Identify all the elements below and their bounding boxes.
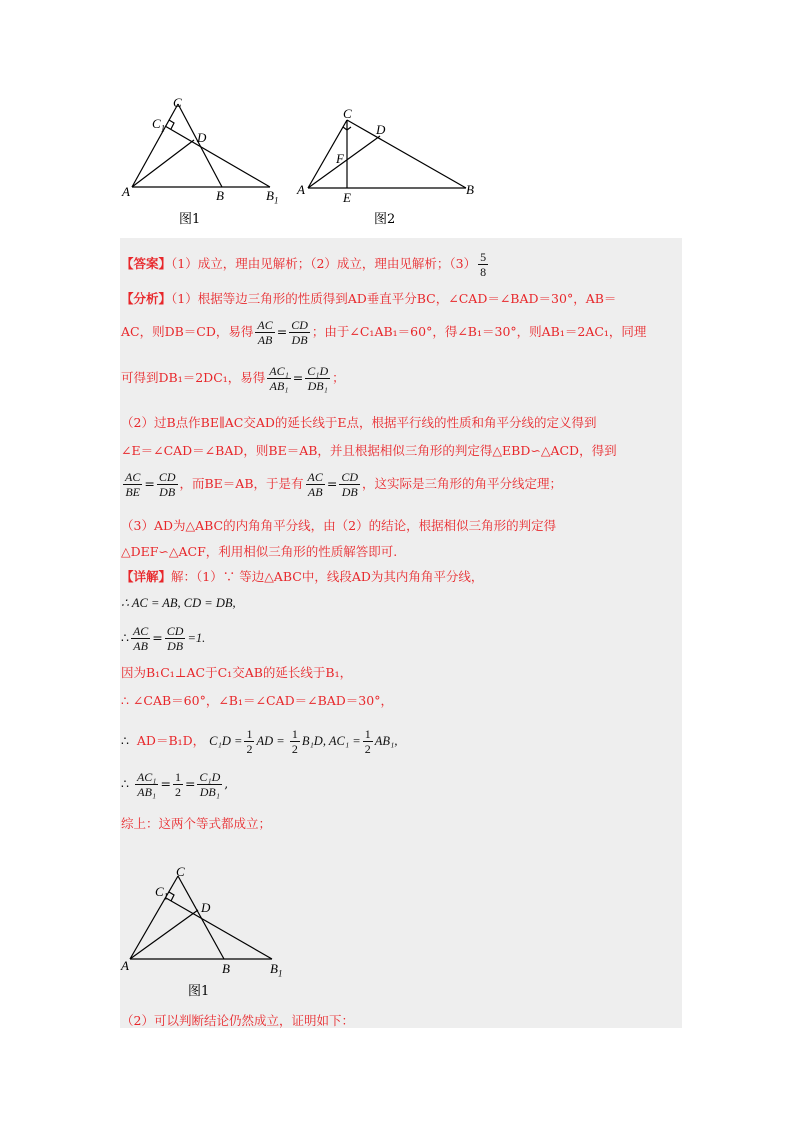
- detail-line-2: ∴ AC = AB, CD = DB,: [121, 596, 236, 610]
- figure-3-caption: 图1: [188, 984, 210, 999]
- detail-line-6: ∴ AD＝B₁D， C₁D = $\frac{1}{2}$ AD = $\frac{1}{2}$ B₁D, AC₁ = $\frac{1}{2}$ AB₁,: [121, 727, 398, 756]
- analysis-line-1: 【分析】（1）根据等边三角形的性质得到AD垂直平分BC，∠CAD＝∠BAD＝30°，AB＝: [121, 291, 617, 306]
- analysis-p2-line-1: （2）过B点作BE∥AC交AD的延长线于E点，根据平行线的性质和角平分线的定义得到: [121, 415, 597, 430]
- segment-ac: [130, 876, 178, 959]
- label-b1: $B_1$: [266, 188, 279, 206]
- answer-text: （1）成立，理由见解析；（2）成立，理由见解析；（3）: [171, 256, 477, 271]
- label-f: F: [336, 151, 344, 166]
- label-a: A: [297, 182, 305, 197]
- detail-line-5: ∴ ∠CAB＝60°，∠B₁＝∠CAD＝∠BAD＝30°，: [121, 693, 393, 708]
- label-e: E: [343, 190, 351, 205]
- label-b: B: [216, 188, 224, 203]
- figure-2-diagram: [300, 110, 480, 200]
- detail-line-3: ∴ $\frac{AC}{AB}$ = $\frac{CD}{DB}$ =1.: [121, 624, 206, 653]
- label-b: B: [222, 961, 230, 976]
- figure-1-diagram: [118, 92, 288, 207]
- label-c: C: [343, 106, 352, 121]
- label-b: B: [466, 182, 474, 197]
- label-c1: $C_1$: [155, 884, 169, 902]
- analysis-p2-line-3: $\frac{AC}{BE}$ = $\frac{CD}{DB}$ ，而BE＝AB，于是有 $\frac{AC}{AB}$ = $\frac{CD}{DB}$ ，这实际是三角形的角平分线定理；: [125, 470, 563, 499]
- analysis-line-2: AC，则DB＝CD，易得 $\frac{AC}{AB}$ = $\frac{CD}{DB}$ ；由于∠C₁AB₁＝60°，得∠B₁＝30°，则AB₁＝2AC₁，同理: [121, 318, 647, 347]
- analysis-tag: 【分析】: [121, 291, 172, 306]
- answer-tag: 【答案】: [121, 256, 172, 271]
- detail-line-7: ∴ $\frac{\text{AC₁}}{\text{AB₁}}$ = $\frac{1}{2}$ = $\frac{\text{C₁D}}{\text{DB₁}}$ ,: [121, 770, 229, 799]
- analysis-p2-line-2: ∠E＝∠CAD＝∠BAD，则BE＝AB，并且根据相似三角形的判定得△EBD∽△ACD，得到: [121, 443, 617, 458]
- right-angle-mark: [169, 120, 174, 129]
- label-c1: $C_1$: [152, 116, 166, 134]
- label-d: D: [197, 130, 207, 145]
- segment-ad: [130, 910, 198, 959]
- detail-line-1: 【详解】解：（1）∵ 等边△ABC中，线段AD为其内角角平分线，: [121, 569, 484, 584]
- answer-fraction: $\frac{5}{8}$: [480, 250, 487, 279]
- label-a: A: [122, 184, 130, 199]
- analysis-p3-line-2: △DEF∽△ACF，利用相似三角形的性质解答即可.: [121, 544, 398, 559]
- figure-1-caption: 图1: [179, 212, 201, 227]
- label-d: D: [201, 900, 211, 915]
- analysis-p3-line-1: （3）AD为△ABC的内角角平分线，由（2）的结论，根据相似三角形的判定得: [121, 518, 557, 533]
- segment-ad: [132, 140, 194, 187]
- label-a: A: [121, 958, 129, 973]
- label-c: C: [173, 95, 182, 110]
- detail-line-9: （2）可以判断结论仍然成立，证明如下：: [121, 1013, 354, 1028]
- detail-line-4: 因为B₁C₁⊥AC于C₁交AB的延长线于B₁，: [121, 665, 353, 680]
- segment-cb: [347, 120, 466, 188]
- analysis-line-3: 可得到DB₁＝2DC₁，易得 $\frac{\text{AC₁}}{\text{AB₁}}$ = $\frac{\text{C₁D}}{\text{DB₁}}$ ；: [121, 364, 345, 393]
- segment-ad: [308, 136, 380, 188]
- answer-line: [121, 250, 490, 279]
- detail-line-8: 综上：这两个等式都成立；: [121, 816, 272, 831]
- figure-3-diagram: [122, 860, 292, 975]
- label-d: D: [376, 122, 386, 137]
- label-c: C: [176, 864, 185, 879]
- label-b1: $B_1$: [270, 961, 283, 979]
- detail-tag: 【详解】: [121, 569, 172, 584]
- figure-2-caption: 图2: [374, 212, 396, 227]
